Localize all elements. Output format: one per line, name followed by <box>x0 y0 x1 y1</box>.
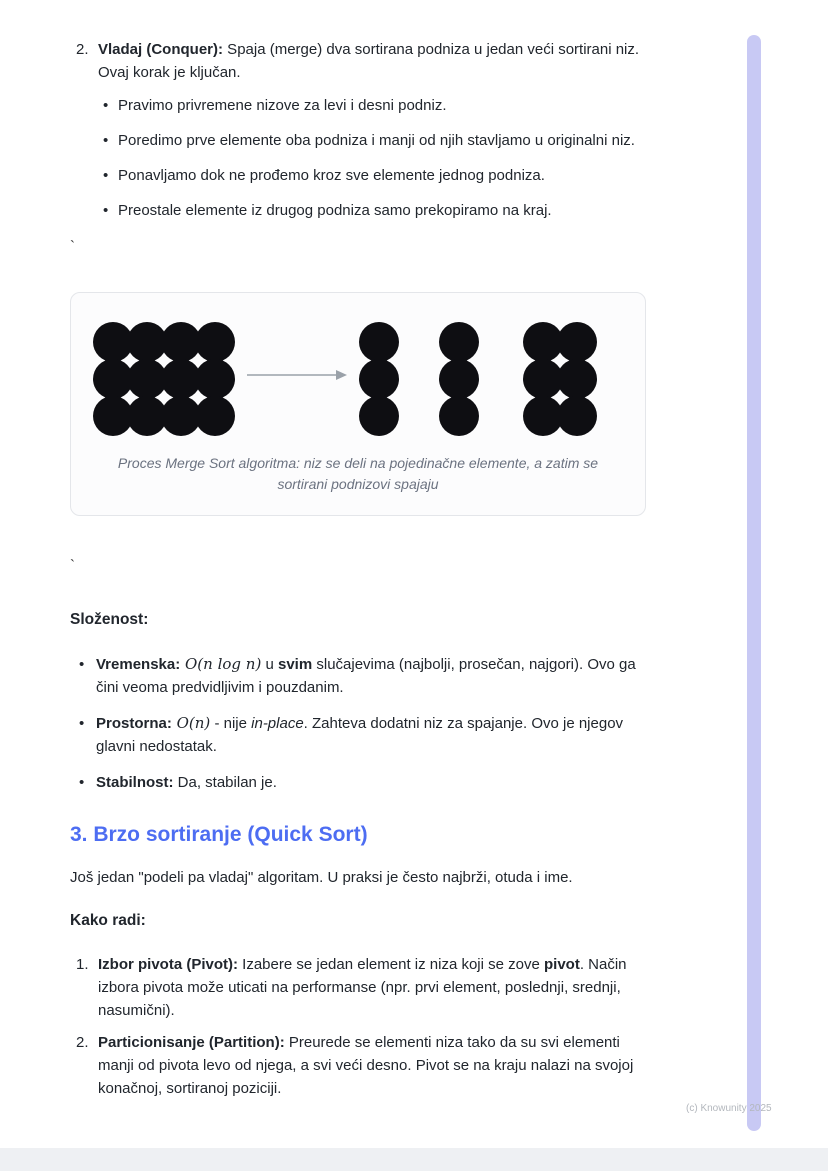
stray-backtick: ` <box>70 557 75 574</box>
text: - nije <box>210 715 252 732</box>
bullet-text: Pravimo privremene nizove za levi i desni podniz. <box>118 97 447 114</box>
bullet-item <box>70 199 646 222</box>
text: Da, stabilan je. <box>173 774 277 791</box>
numbered-item-pivot <box>70 953 646 1022</box>
bold-lead: Vremenska: <box>96 656 181 673</box>
bold-word: pivot <box>544 956 580 973</box>
merge-sort-figure-card <box>70 292 646 516</box>
dot-grid-merged <box>523 322 591 433</box>
text: . Način izbora pivota može uticati na performanse (npr. prvi element, poslednji, srednji, nasumični). <box>98 956 627 1019</box>
bold-word: svim <box>277 656 313 673</box>
figure-caption: Proces Merge Sort algoritma: niz se deli na pojedinačne elemente, a zatim se sortirani podnizovi spajaju <box>117 455 599 492</box>
document-content <box>70 0 646 1100</box>
list-item-text <box>98 953 646 1022</box>
bullet-text: Poredimo prve elemente oba podniza i manji od njih stavljamo u originalni niz. <box>118 132 635 149</box>
merge-sort-diagram <box>91 311 625 443</box>
bold-lead: Particionisanje (Partition): <box>98 1034 285 1051</box>
arrow-right-icon <box>247 366 347 389</box>
bold-lead: Izbor pivota (Pivot): <box>98 956 238 973</box>
dot-grid-unsorted <box>93 322 229 433</box>
math-expression: O(n) <box>171 714 211 732</box>
bullet-item-time <box>70 653 646 699</box>
stray-backtick: ` <box>70 238 75 255</box>
page-bottom-gap <box>0 1148 828 1171</box>
bullet-item <box>70 164 646 187</box>
numbered-item-partition <box>70 1031 646 1100</box>
dot-column-1 <box>359 322 393 433</box>
intro-paragraph: Još jedan "podeli pa vladaj" algoritam. U praksi je često najbrži, otuda i ime. <box>70 869 573 886</box>
scrollbar-thumb[interactable] <box>747 35 761 1131</box>
bullet-text: Ponavljamo dok ne prođemo kroz sve elemente jednog podniza. <box>118 167 545 184</box>
bullet-item-stability <box>70 771 646 794</box>
math-expression: O(n log n) <box>180 655 262 673</box>
watermark: (c) Knowunity 2025 <box>686 1103 772 1114</box>
bold-lead: Stabilnost: <box>96 774 174 791</box>
list-item-text <box>98 38 646 84</box>
text: Preurede se elementi niza tako da su svi elementi manji od pivota levo od njega, a svi veći desno. Pivot se na kraju nalazi na svojoj konačnoj, sortiranoj poziciji. <box>98 1034 634 1097</box>
bullet-item <box>70 129 646 152</box>
how-it-works-heading: Kako radi: <box>70 912 146 929</box>
lead-text: Spaja (merge) dva sortirana podniza u jedan veći sortirani niz. Ovaj korak je ključan. <box>98 41 640 81</box>
bullet-item <box>70 94 646 117</box>
bold-lead: Vladaj (Conquer): <box>98 41 224 58</box>
text: . Zahteva dodatni niz za spajanje. Ovo je njegov glavni nedostatak. <box>96 715 624 755</box>
numbered-item-conquer <box>70 38 646 84</box>
conquer-bullet-list <box>70 94 646 222</box>
italic-word: in-place <box>251 715 304 732</box>
quick-sort-steps <box>70 953 646 1100</box>
list-number: 2. <box>76 1034 89 1051</box>
text: u <box>261 656 278 673</box>
section-heading-quick-sort: 3. Brzo sortiranje (Quick Sort) <box>70 823 368 846</box>
list-number: 1. <box>76 956 89 973</box>
bold-lead: Prostorna: <box>96 715 172 732</box>
dot-column-2 <box>439 322 473 433</box>
bullet-item-space <box>70 712 646 758</box>
text: slučajevima (najbolji, prosečan, najgori). Ovo ga čini veoma predvidljivim i pouzdanim. <box>96 656 636 696</box>
bullet-text: Preostale elemente iz drugog podniza samo prekopiramo na kraj. <box>118 202 552 219</box>
list-number: 2. <box>76 41 89 58</box>
list-item-text <box>98 1031 646 1100</box>
text: Izabere se jedan element iz niza koji se zove <box>238 956 544 973</box>
complexity-heading: Složenost: <box>70 611 149 628</box>
complexity-list <box>70 653 646 794</box>
